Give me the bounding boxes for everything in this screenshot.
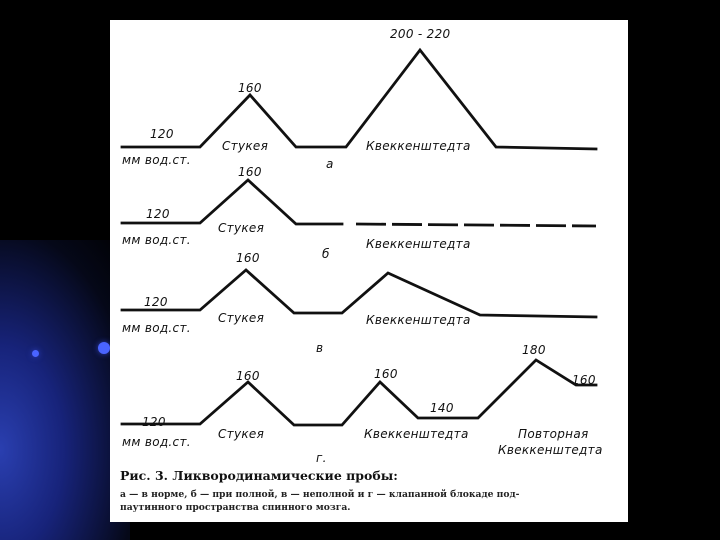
flat-queck-trace-b	[356, 224, 596, 226]
unit-label-b: мм вод.ст.	[122, 233, 191, 247]
queck-label-g: Квеккенштедта	[364, 427, 469, 441]
caption-line-2: паутинного пространства спинного мозга.	[120, 502, 351, 513]
baseline-value-b: 120	[146, 207, 170, 221]
queck-peak-a: 200 - 220	[390, 27, 451, 41]
panel-b	[122, 165, 596, 261]
figure-caption	[120, 468, 520, 513]
baseline-value-v: 120	[144, 295, 168, 309]
queck-label-b: Квеккенштедта	[366, 237, 471, 251]
panel-v	[122, 251, 596, 355]
repeat-after-value-g: 160	[572, 373, 596, 387]
stukey-peak-b: 160	[238, 165, 262, 179]
decor-dot-small	[32, 350, 39, 357]
panel-letter-g: г.	[316, 451, 327, 465]
unit-label-g: мм вод.ст.	[122, 435, 191, 449]
panel-letter-b: б	[322, 247, 330, 261]
queck-peak-g: 160	[374, 367, 398, 381]
pressure-trace-v	[122, 270, 596, 317]
queck-label-v: Квеккенштедта	[366, 313, 471, 327]
baseline-value-a: 120	[150, 127, 174, 141]
stukey-label-v: Стукея	[218, 311, 265, 325]
panel-letter-a: а	[326, 157, 334, 171]
pressure-trace-a	[122, 50, 596, 149]
unit-label-a: мм вод.ст.	[122, 153, 191, 167]
liquorodynamic-diagram	[110, 20, 628, 522]
stukey-peak-v: 160	[236, 251, 260, 265]
queck-label-a: Квеккенштедта	[366, 139, 471, 153]
caption-title: Рис. 3. Ликвородинамические пробы:	[120, 468, 398, 483]
panel-letter-v: в	[316, 341, 324, 355]
stukey-label-a: Стукея	[222, 139, 269, 153]
repeat-label-line2-g: Квеккенштедта	[498, 443, 603, 457]
stukey-peak-a: 160	[238, 81, 262, 95]
stukey-label-g: Стукея	[218, 427, 265, 441]
figure-slide	[110, 20, 628, 522]
baseline-value-g: 120	[142, 415, 166, 429]
caption-line-1: а — в норме, б — при полной, в — неполной и г — клапанной блокаде под-	[120, 489, 520, 500]
decor-dot-large	[98, 342, 110, 354]
panel-a	[122, 27, 596, 171]
repeat-peak-g: 180	[522, 343, 546, 357]
stukey-label-b: Стукея	[218, 221, 265, 235]
repeat-label-line1-g: Повторная	[518, 427, 589, 441]
stukey-peak-g: 160	[236, 369, 260, 383]
pressure-trace-g	[122, 360, 596, 425]
queck-after-value-g: 140	[430, 401, 454, 415]
unit-label-v: мм вод.ст.	[122, 321, 191, 335]
panel-g	[122, 343, 603, 465]
